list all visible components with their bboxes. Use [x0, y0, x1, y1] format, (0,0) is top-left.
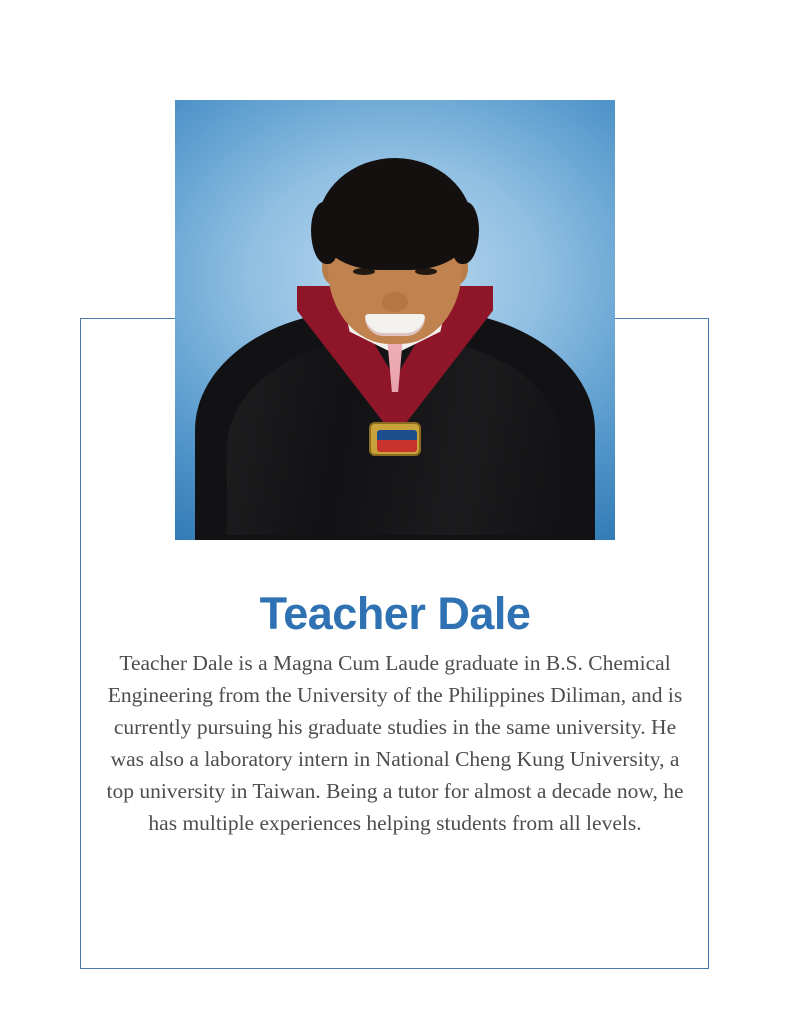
smile: [365, 314, 425, 336]
hair: [317, 158, 473, 270]
portrait-photo: [175, 100, 615, 540]
page-title: Teacher Dale: [259, 588, 531, 640]
nose: [382, 292, 408, 312]
bio-paragraph: Teacher Dale is a Magna Cum Laude graduate in B.S. Chemical Engineering from the University of the Philippines Diliman, and is currently pursuing his graduate studies in the same university. He was also a laboratory intern in National Cheng Kung University, a top university in Taiwan. Being a tutor for almost a decade now, he has multiple experiences helping students from all levels.: [106, 650, 684, 835]
portrait-figure: [175, 100, 615, 540]
graduation-medal: [369, 422, 421, 456]
